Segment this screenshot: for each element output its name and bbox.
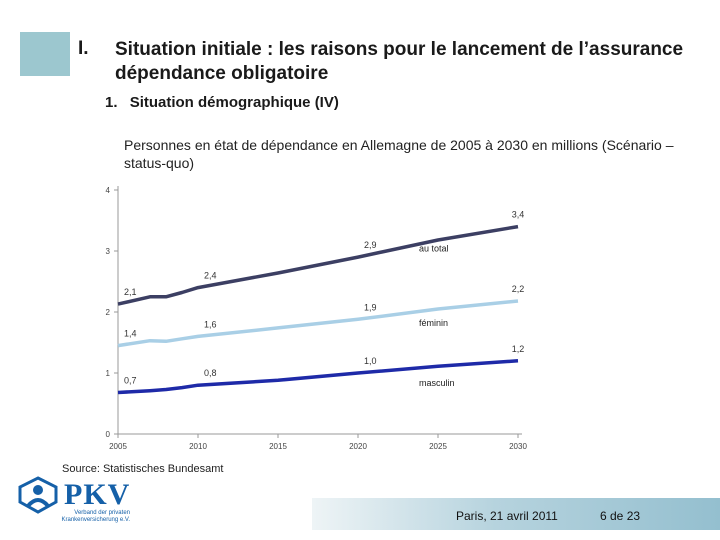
y-tick-label: 4 (105, 186, 110, 195)
data-label: 1,4 (124, 328, 137, 339)
x-tick-label: 2020 (349, 442, 367, 451)
chart-title: Personnes en état de dépendance en Allemagne de 2005 à 2030 en millions (Scénario – status-quo) (124, 137, 674, 171)
y-tick-label: 0 (105, 430, 110, 439)
series-name-label: masculin (419, 377, 455, 388)
y-tick-label: 3 (105, 247, 110, 256)
x-tick-label: 2025 (429, 442, 447, 451)
footer-date: Paris, 21 avril 2011 (456, 509, 558, 523)
x-tick-label: 2030 (509, 442, 527, 451)
data-label: 2,9 (364, 240, 377, 251)
slide-subtitle (105, 94, 339, 111)
x-tick-label: 2015 (269, 442, 287, 451)
data-label: 0,7 (124, 375, 137, 386)
subtitle-number: 1. (105, 94, 118, 111)
section-number: I. (78, 38, 89, 59)
series-name-label: au total (419, 243, 449, 254)
y-tick-label: 1 (105, 369, 110, 378)
accent-square (20, 32, 70, 76)
data-label: 3,4 (511, 209, 525, 220)
pkv-emblem-icon (16, 476, 60, 514)
data-label: 2,2 (511, 284, 525, 295)
data-label: 1,0 (364, 356, 377, 366)
data-label: 1,9 (364, 302, 377, 313)
series-line-2 (118, 361, 518, 393)
line-chart (96, 182, 546, 457)
slide-title: Situation initiale : les raisons pour le lancement de l’assurance dépendance obligatoire (115, 39, 684, 84)
data-label: 0,8 (204, 368, 217, 379)
data-label: 2,1 (124, 287, 137, 298)
source-note: Source: Statistisches Bundesamt (62, 463, 224, 475)
data-label: 1,6 (204, 319, 217, 330)
pkv-logo (16, 476, 136, 528)
x-tick-label: 2005 (109, 442, 127, 451)
data-label: 1,2 (511, 343, 525, 354)
y-tick-label: 2 (105, 308, 110, 317)
page-number: 6 de 23 (600, 509, 641, 523)
series-line-1 (118, 301, 518, 346)
data-label: 2,4 (204, 270, 217, 281)
series-line-0 (118, 227, 518, 305)
x-tick-label: 2010 (189, 442, 207, 451)
logo-wordmark: PKV (64, 478, 131, 511)
series-name-label: féminin (419, 318, 449, 329)
subtitle-text: Situation démographique (IV) (129, 94, 339, 111)
logo-tagline: Verband der privaten Krankenversicherung e.V. (61, 510, 130, 523)
